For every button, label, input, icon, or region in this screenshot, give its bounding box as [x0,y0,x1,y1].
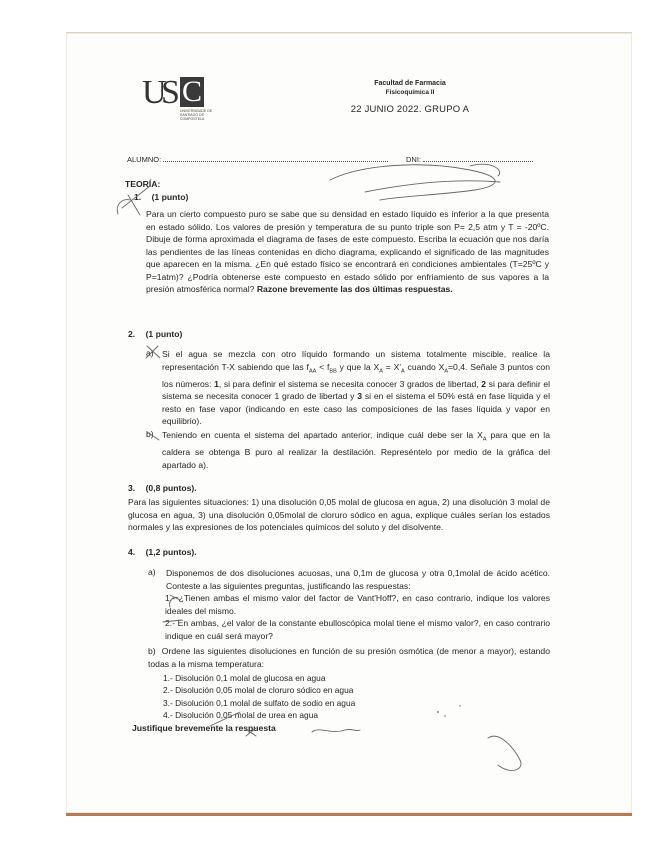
q2-number: 2. [128,329,136,339]
q4-a-body: Disponemos de dos disoluciones acuosas, una 0,1m de glucosa y otra 0,1molal de ácido acético. Conteste a las siguientes preguntas, justificando las respuestas: [166,568,550,591]
dni-label: DNI: [406,155,421,164]
scribble-q2-mark [146,346,160,358]
logo-subtitle: UNIVERSIDADE DE SANTIAGO DE COMPOSTELA [180,109,213,121]
list-item: 1.- Disolución 0,1 molal de glucosa en agua [163,673,326,683]
q1-bold-tail: Razone brevemente las dos últimas respuestas. [256,284,453,294]
q4-a-label: a) [148,567,156,577]
q4-a1: 1.- ¿Tienen ambas el mismo valor del factor de Vant'Hoff?, en caso contrario, indique los valores ideales del mismo. [165,593,550,616]
scribble-q1-mark [122,186,150,215]
scribble-bottom [312,729,360,732]
alumno-label: ALUMNO: [127,155,162,164]
q1-points: (1 punto) [151,192,189,202]
q2-points: (1 punto) [145,329,183,339]
q1-number: 1. [134,192,142,202]
q3-number: 3. [128,483,136,493]
list-item: 4.- Disolución 0,05 molal de urea en agua [163,709,319,720]
q4-a2: 2.- En ambas, ¿el valor de la constante ebulloscópica molal tiene el mismo valor?, en caso contrario indique en cuál será mayor? [165,618,551,641]
q2-b-label: b) [146,429,154,439]
list-item: 2.- Disolución 0,05 molal de cloruro sódico en agua [163,685,354,696]
scribble-top-right [330,165,500,200]
q1-text: Para un cierto compuesto puro se sabe que su densidad en estado líquido es inferior a la que presenta en estado sólido. Los valores de presión y temperatura de su punto triple son P= 2,5 atm y T = -20ºC. Dibuje de forma aproximada el diagrama de fases de este compuesto. Escriba la ecuación que nos daría las pendientes de las líneas contenidas en dicho diagrama, explicando el significado de las magnitudes que aparecen en la misma. ¿En qué estado físico se encontrará en condiciones ambientales (T=25ºC y P=1atm)? ¿Podría obtenerse este compuesto en estado sólido por enfriamiento de sus vapores a la presión atmosférica normal? [146,209,549,294]
exam-date: 22 JUNIO 2022. GRUPO A [350,104,470,115]
q2-a-body: Si el agua se mezcla con otro líquido formando un sistema totalmente miscible, realice la representación T-X sabiendo que las $f_{AA} < f_{BB}$ y que la $X_A = X'_A$ cuando $X_A=0,4$. Señale 3 puntos con los números: 1, si para definir el sistema se necesita conocer 3 grados de libertad, 2 si para definir el sistema se necesita conocer 1 grado de libertad y 3 si en el sistema el 50% está en fase líquida y el resto en fase vapor (indicando en este caso las composiciones de las fases líquida y vapor en equilibrio). [162,349,551,427]
q4-number: 4. [128,547,136,557]
q4-closing: Justifique brevemente la respuesta [132,723,276,733]
list-item: 3.- Disolución 0,1 molal de sulfato de sodio en agua [163,697,356,708]
q3-points: (0,8 puntos). [145,483,197,493]
theory-heading: TEORÍA: [125,179,161,189]
subject-name: Fisicoquímica II [385,89,435,96]
faculty-name: Facultad de Farmacia [374,80,446,87]
q2-a-label: a) [146,348,154,358]
q2-b-body: Teniendo en cuenta el sistema del apartado anterior, indique cuál debe ser la $X_A$ para que en la caldera se obtenga B puro al realizar la destilación. Represéntelo por medio de la gráfica del apartado a). [162,430,551,470]
usc-logo: U S C UNIVERSIDADE DE SANTIAGO DE COMPOSTELA [142,76,200,110]
q4-b-body: b) Ordene las siguientes disoluciones en función de su presión osmótica (de menor a mayor), estando todas a la misma temperatura: [148,646,550,669]
q3-body: Para las siguientes situaciones: 1) una disolución 0,05 molal de glucosa en agua, 2) una disolución 3 molal de glucosa en agua, 3) una disolución 0,05molal de cloruro sódico en agua, explique cuáles serían los estados normales y las expresiones de los potenciales químicos del soluto y del disolvente. [128,497,550,532]
q4-points: (1,2 puntos). [145,547,197,557]
